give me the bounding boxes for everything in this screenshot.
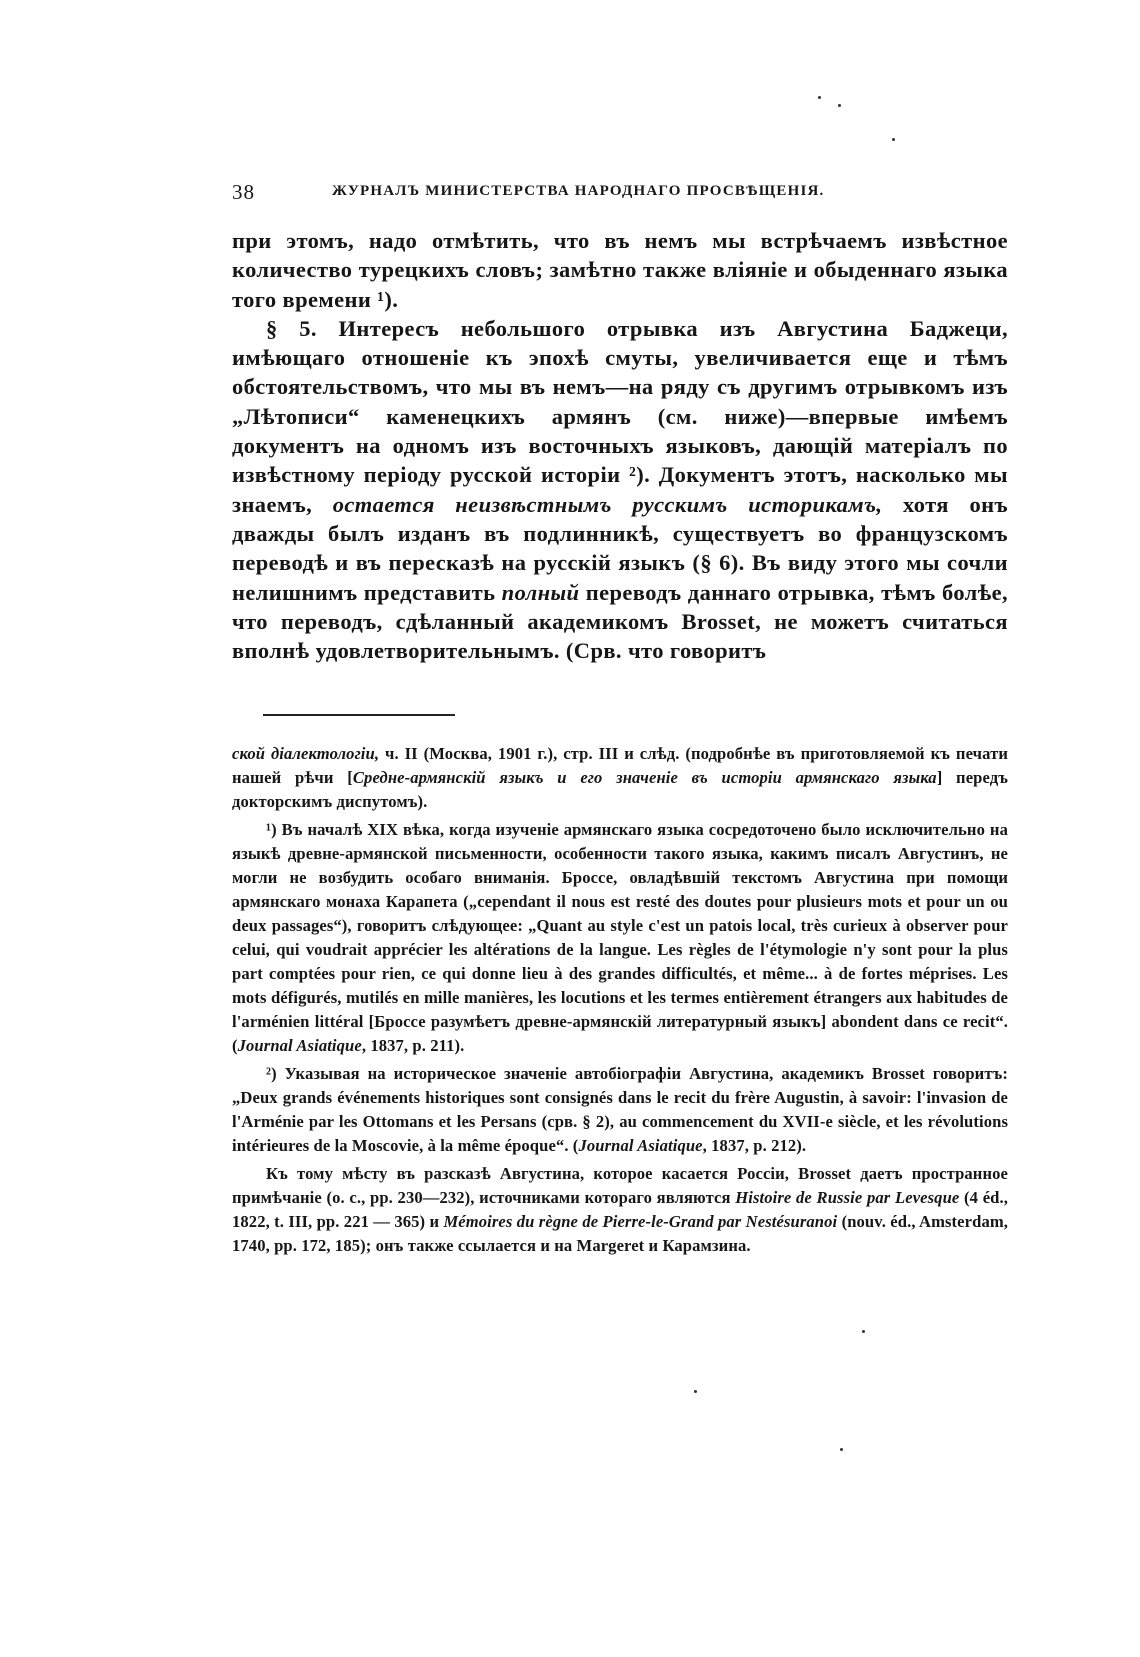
paragraph-2-part-c: переводъ даннаго отрывка, тѣмъ болѣе, что переводъ, сдѣланный академикомъ Brosset, не можетъ считаться вполнѣ удовлетворительнымъ. (Срв. что говоритъ	[232, 579, 1009, 664]
main-text	[232, 226, 1008, 665]
paragraph-2-part-b: хотя онъ дважды былъ изданъ въ подлинникѣ, существуетъ во французскомъ переводѣ и въ пересказѣ на русскій языкъ (§ 6). Въ виду этого мы сочли нелишнимъ представить	[232, 491, 1009, 605]
paragraph-2-italic-1: остается неизвѣстнымъ русскимъ историкамъ,	[332, 491, 883, 517]
scan-speck	[818, 96, 821, 99]
footnote-3-text-a: Къ тому мѣсту въ разсказѣ Августина, которое касается Россіи, Brosset даетъ пространное примѣчаніе (о. с., pp. 230—232), источниками котораго являются	[232, 1164, 1008, 1207]
paragraph-section-5	[232, 314, 1008, 666]
running-title: ЖУРНАЛЪ МИНИСТЕРСТВА НАРОДНАГО ПРОСВѢЩЕНІЯ.	[332, 183, 825, 199]
scan-speck	[838, 104, 841, 107]
paragraph-1	[232, 226, 1008, 314]
scan-speck	[694, 1390, 697, 1393]
footnote-cont-text-b: ] передъ докторскимъ диспутомъ).	[232, 768, 1009, 811]
footnote-1-text-a: ¹) Въ началѣ XIX вѣка, когда изученіе армянскаго языка сосредоточено было исключительно на языкѣ древне-армянской письменности, особенности такого языка, какимъ писалъ Августинъ, не могли не возбудить особаго вниманія. Броссе, овладѣвшій текстомъ Августина при помощи армянскаго монаха Карапета („cependant il nous est resté des doutes pour plusieurs mots et pour un ou deux passages“), говоритъ слѣдующее: „Quant au style c'est un patois local, très curieux à observer pour celui, qui voudrait apprécier les altérations de la langue. Les règles de l'étymologie n'y sont pour la plus part comptées pour rien, ce qui donne lieu à des grandes difficultés, et même... à de fortes méprises. Les mots défigurés, mutilés en mille manières, les locutions et les termes entièrement étrangers aux habitudes de l'arménien littéral [Броссе разумѣетъ древне-армянскій литературный языкъ] abondent dans ce recit“. (	[232, 820, 1008, 1055]
paragraph-2-part-a: § 5. Интересъ небольшого отрывка изъ Августина Баджеци, имѣющаго отношеніе къ эпохѣ смуты, увеличивается еще и тѣмъ обстоятельствомъ, что мы въ немъ—на ряду съ другимъ отрывкомъ изъ „Лѣтописи“ каменецкихъ армянъ (см. ниже)—впервые имѣемъ документъ на одномъ изъ восточныхъ языковъ, дающій матеріалъ по извѣстному періоду русской исторіи ²). Документъ этотъ, насколько мы знаемъ,	[232, 315, 1008, 517]
footnote-cont-italic-1: ской діалектологіи,	[232, 744, 380, 763]
paragraph-2-italic-2: полный	[501, 579, 580, 605]
scan-speck	[862, 1330, 865, 1333]
page-number: 38	[232, 180, 255, 204]
footnote-2-continued	[232, 1162, 1008, 1258]
page-header	[232, 180, 1006, 210]
scan-speck	[840, 1448, 843, 1451]
paragraph-1-text: при этомъ, надо отмѣтить, что въ немъ мы встрѣчаемъ извѣстное количество турецкихъ словъ; замѣтно также вліяніе и обыденнаго языка того времени ¹).	[232, 228, 1008, 312]
footnote-1	[232, 818, 1008, 1058]
footnote-1-text-b: , 1837, p. 211).	[361, 1036, 465, 1055]
footnote-2-text-b: , 1837, p. 212).	[702, 1136, 807, 1155]
footnote-cont-italic-2: Средне-армянскій языкъ и его значеніе въ исторіи армянскаго языка	[352, 768, 937, 787]
footnotes	[232, 742, 1008, 1262]
footnote-2-italic: Journal Asiatique	[578, 1136, 703, 1155]
footnote-2	[232, 1062, 1008, 1158]
footnote-1-italic: Journal Asiatique	[237, 1036, 362, 1055]
footnote-continuation	[232, 742, 1008, 814]
footnote-3-italic-1: Histoire de Russie par Levesque	[735, 1188, 960, 1207]
footnote-3-italic-2: Mémoires du règne de Pierre-le-Grand par Nestésuranoi	[443, 1212, 838, 1231]
footnote-separator	[263, 714, 455, 716]
footnote-3-text-c: (nouv. éd., Amsterdam, 1740, pp. 172, 185); онъ также ссылается и на Margeret и Карамзина.	[232, 1212, 1009, 1255]
footnote-2-text-a: ²) Указывая на историческое значеніе автобіографіи Августина, академикъ Brosset говоритъ: „Deux grands événements historiques sont consignés dans le recit du frère Augustin, à savoir: l'invasion de l'Arménie par les Ottomans et les Persans (срв. § 2), au commencement du XVII-e siècle, et les révolutions intérieures de la Moscovie, à la même époque“. (	[232, 1064, 1008, 1155]
footnote-3-text-b: (4 éd., 1822, t. III, pp. 221 — 365) и	[232, 1188, 1008, 1231]
scan-speck	[892, 138, 895, 141]
footnote-cont-text-a: ч. II (Москва, 1901 г.), стр. III и слѣд. (подробнѣе въ приготовляемой къ печати нашей рѣчи [	[232, 744, 1008, 787]
